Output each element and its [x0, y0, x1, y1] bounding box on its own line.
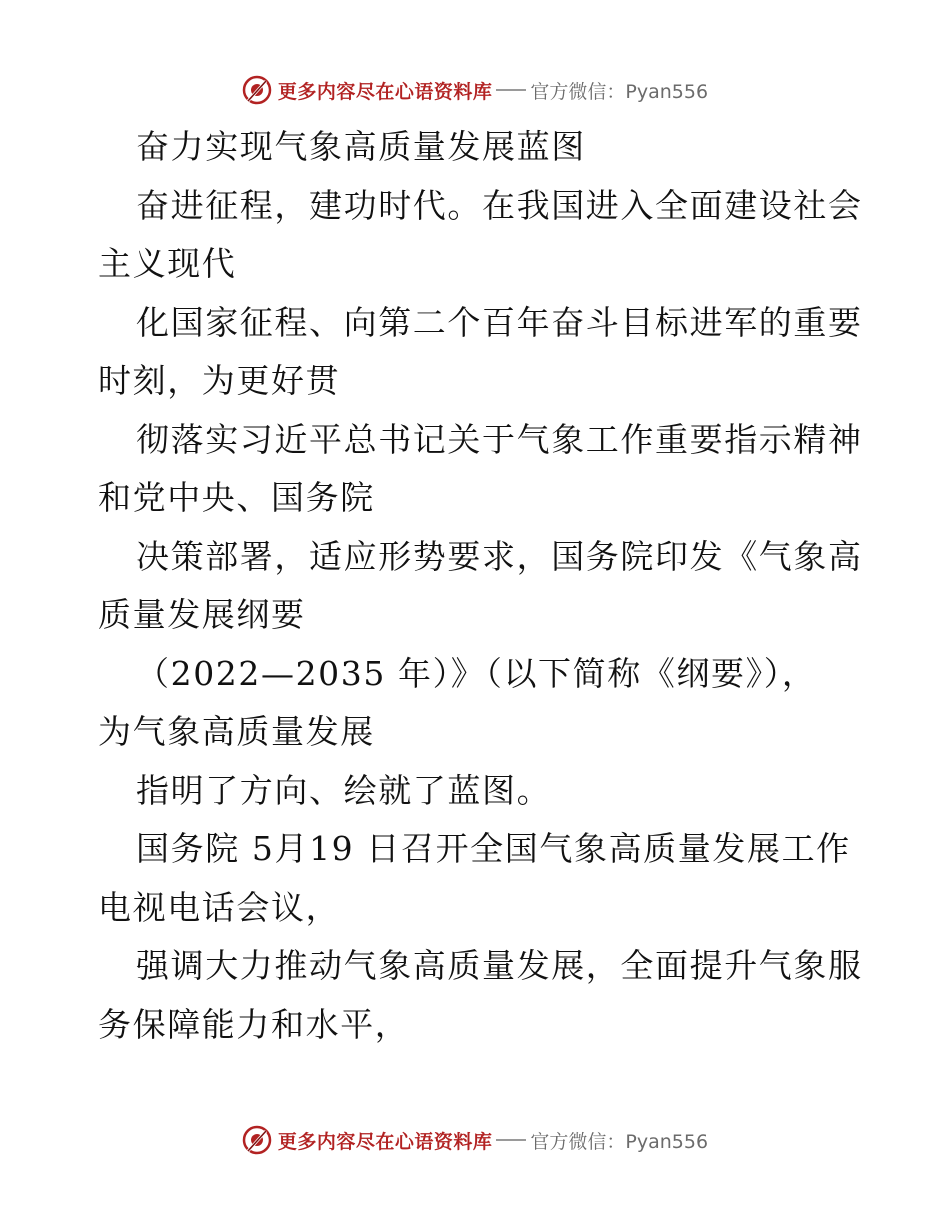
text-line: 时刻，为更好贯 [98, 361, 341, 400]
text-line: 为气象高质量发展 [98, 712, 375, 751]
pen-logo-icon [242, 75, 272, 105]
text-line: 强调大力推动气象高质量发展，全面提升气象服 [136, 946, 863, 985]
text-line: 务保障能力和水平， [98, 1004, 410, 1044]
pen-logo-icon [242, 1125, 272, 1155]
text-line: 决策部署，适应形势要求，国务院印发《气象高 [136, 536, 863, 576]
text-line: 指明了方向、绘就了蓝图。 [136, 770, 552, 810]
library-text: 更多内容尽在心语资料库 [277, 1130, 493, 1153]
document-body [98, 118, 863, 1054]
banner-divider [496, 89, 526, 91]
text-line: 彻落实习近平总书记关于气象工作重要指示精神 [136, 419, 863, 459]
header-watermark [0, 70, 950, 110]
text-line: 电视电话会议， [98, 887, 341, 927]
banner-divider [496, 1139, 526, 1141]
wechat-text: 官方微信：Pyan556 [530, 1130, 709, 1153]
library-text: 更多内容尽在心语资料库 [277, 80, 493, 103]
text-line: 主义现代 [98, 244, 237, 283]
text-line: （2022—2035 年）》（以下简称《纲要》）， [136, 653, 817, 693]
footer-watermark [0, 1120, 950, 1160]
text-line: 质量发展纲要 [98, 595, 306, 634]
text-line: 奋力实现气象高质量发展蓝图 [136, 127, 586, 166]
text-line: 和党中央、国务院 [98, 478, 375, 517]
wechat-text: 官方微信：Pyan556 [530, 80, 709, 103]
text-line: 国务院 5月19 日召开全国气象高质量发展工作 [136, 829, 851, 868]
text-line: 奋进征程，建功时代。在我国进入全面建设社会 [136, 185, 863, 225]
text-line: 化国家征程、向第二个百年奋斗目标进军的重要 [136, 302, 863, 342]
